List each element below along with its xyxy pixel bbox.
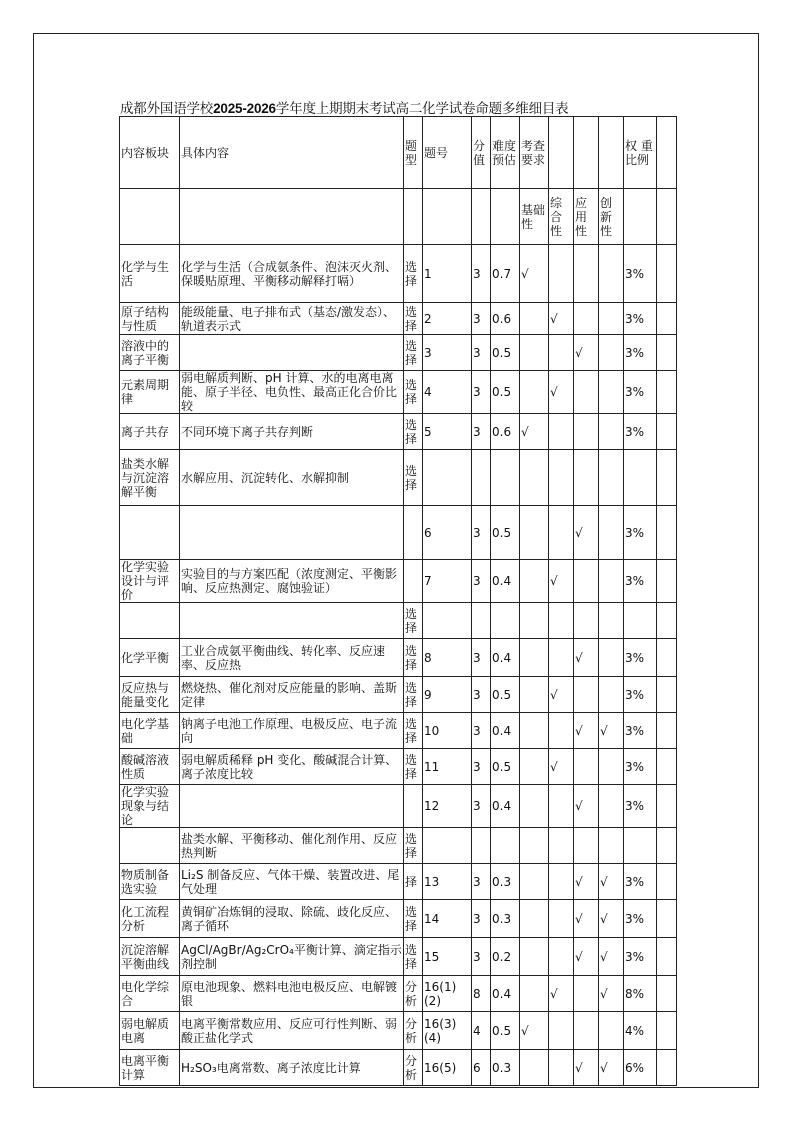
row-innovative-check [599, 1012, 624, 1050]
row-number: 10 [423, 713, 472, 749]
row-comprehensive-check [549, 713, 574, 749]
table-row [120, 371, 677, 414]
row-extra [657, 677, 677, 713]
row-type: 分析 [404, 976, 423, 1012]
row-number: 3 [423, 335, 472, 371]
table-row [120, 938, 677, 976]
row-difficulty: 0.6 [491, 414, 520, 450]
row-number: 9 [423, 677, 472, 713]
row-score [472, 603, 491, 639]
row-score: 3 [472, 785, 491, 828]
row-difficulty: 0.4 [491, 976, 520, 1012]
row-weight: 3% [624, 414, 657, 450]
row-extra [657, 303, 677, 335]
row-difficulty: 0.4 [491, 713, 520, 749]
row-innovative-check: √ [599, 900, 624, 938]
row-block: 弱电解质电离 [120, 1012, 180, 1050]
row-comprehensive-check [549, 450, 574, 506]
row-difficulty: 0.6 [491, 303, 520, 335]
row-extra [657, 713, 677, 749]
row-extra [657, 976, 677, 1012]
row-applied-check: √ [574, 1050, 599, 1086]
row-extra [657, 450, 677, 506]
row-difficulty: 0.5 [491, 1012, 520, 1050]
row-basic-check [520, 828, 549, 864]
row-block: 化学与生活 [120, 245, 180, 303]
table-row [120, 1050, 677, 1086]
row-applied-check [574, 414, 599, 450]
row-content [180, 506, 404, 560]
row-applied-check [574, 371, 599, 414]
row-extra [657, 864, 677, 900]
row-comprehensive-check [549, 335, 574, 371]
row-innovative-check [599, 303, 624, 335]
header-difficulty: 难度预估 [491, 117, 520, 189]
row-basic-check [520, 639, 549, 677]
header-number: 题号 [423, 117, 472, 189]
row-score [472, 828, 491, 864]
row-innovative-check [599, 603, 624, 639]
row-score [472, 450, 491, 506]
row-number [423, 450, 472, 506]
row-score: 6 [472, 1050, 491, 1086]
table-row [120, 603, 677, 639]
row-weight [624, 603, 657, 639]
row-difficulty: 0.2 [491, 938, 520, 976]
row-comprehensive-check: √ [549, 677, 574, 713]
row-basic-check [520, 1050, 549, 1086]
row-type: 选择 [404, 900, 423, 938]
row-basic-check [520, 303, 549, 335]
row-comprehensive-check [549, 828, 574, 864]
table-row [120, 864, 677, 900]
row-comprehensive-check [549, 603, 574, 639]
row-type: 选择 [404, 371, 423, 414]
row-innovative-check [599, 245, 624, 303]
row-weight: 3% [624, 371, 657, 414]
row-comprehensive-check [549, 506, 574, 560]
row-comprehensive-check [549, 1012, 574, 1050]
row-weight: 3% [624, 713, 657, 749]
row-number [423, 603, 472, 639]
row-number: 4 [423, 371, 472, 414]
row-number: 1 [423, 245, 472, 303]
row-number: 6 [423, 506, 472, 560]
row-weight [624, 450, 657, 506]
row-difficulty: 0.4 [491, 785, 520, 828]
row-basic-check [520, 785, 549, 828]
row-weight: 3% [624, 900, 657, 938]
table-row [120, 335, 677, 371]
row-content [180, 335, 404, 371]
table-row [120, 976, 677, 1012]
row-extra [657, 506, 677, 560]
specification-table [119, 116, 677, 1086]
row-block: 溶液中的离子平衡 [120, 335, 180, 371]
row-applied-check [574, 245, 599, 303]
row-score: 3 [472, 506, 491, 560]
row-applied-check: √ [574, 639, 599, 677]
row-basic-check [520, 864, 549, 900]
row-basic-check [520, 976, 549, 1012]
row-content: 钠离子电池工作原理、电极反应、电子流向 [180, 713, 404, 749]
row-block [120, 603, 180, 639]
row-extra [657, 749, 677, 785]
row-extra [657, 639, 677, 677]
row-content: 盐类水解、平衡移动、催化剂作用、反应热判断 [180, 828, 404, 864]
table-row [120, 749, 677, 785]
row-difficulty: 0.3 [491, 864, 520, 900]
row-score: 3 [472, 245, 491, 303]
row-comprehensive-check [549, 414, 574, 450]
row-difficulty: 0.5 [491, 506, 520, 560]
row-type: 选择 [404, 938, 423, 976]
row-basic-check [520, 450, 549, 506]
row-weight: 3% [624, 560, 657, 603]
row-basic-check [520, 938, 549, 976]
table-row [120, 785, 677, 828]
row-type: 选择 [404, 245, 423, 303]
row-content: 燃烧热、催化剂对反应能量的影响、盖斯定律 [180, 677, 404, 713]
row-score: 3 [472, 864, 491, 900]
row-score: 3 [472, 414, 491, 450]
row-type [404, 785, 423, 828]
row-content: 弱电解质判断、pH 计算、水的电离电离能、原子半径、电负性、最高正化合价比较 [180, 371, 404, 414]
row-type: 选择 [404, 677, 423, 713]
row-comprehensive-check: √ [549, 976, 574, 1012]
row-block [120, 828, 180, 864]
row-applied-check [574, 450, 599, 506]
row-applied-check: √ [574, 713, 599, 749]
header-content: 具体内容 [180, 117, 404, 189]
row-innovative-check [599, 677, 624, 713]
row-difficulty: 0.4 [491, 560, 520, 603]
row-weight: 3% [624, 245, 657, 303]
row-innovative-check [599, 450, 624, 506]
row-weight [624, 828, 657, 864]
row-content: 电离平衡常数应用、反应可行性判断、弱酸正盐化学式 [180, 1012, 404, 1050]
row-score: 3 [472, 749, 491, 785]
row-score: 3 [472, 335, 491, 371]
row-innovative-check [599, 785, 624, 828]
row-difficulty: 0.5 [491, 335, 520, 371]
row-comprehensive-check [549, 1050, 574, 1086]
row-number: 5 [423, 414, 472, 450]
row-number: 14 [423, 900, 472, 938]
row-difficulty: 0.5 [491, 749, 520, 785]
row-extra [657, 603, 677, 639]
row-score: 3 [472, 900, 491, 938]
row-applied-check [574, 828, 599, 864]
row-content: 化学与生活（合成氨条件、泡沫灭火剂、保暖贴原理、平衡移动解释打嗝） [180, 245, 404, 303]
row-basic-check [520, 677, 549, 713]
row-content: 不同环境下离子共存判断 [180, 414, 404, 450]
row-comprehensive-check [549, 864, 574, 900]
row-type: 择 [404, 864, 423, 900]
row-type: 选择 [404, 303, 423, 335]
row-difficulty [491, 450, 520, 506]
row-number [423, 828, 472, 864]
row-innovative-check [599, 639, 624, 677]
row-block: 离子共存 [120, 414, 180, 450]
row-weight: 3% [624, 506, 657, 560]
row-difficulty [491, 603, 520, 639]
row-block [120, 506, 180, 560]
row-extra [657, 785, 677, 828]
row-difficulty: 0.4 [491, 639, 520, 677]
row-number: 15 [423, 938, 472, 976]
row-basic-check: √ [520, 414, 549, 450]
row-block: 物质制备选实验 [120, 864, 180, 900]
row-content: 能级能量、电子排布式（基态/激发态）、轨道表示式 [180, 303, 404, 335]
row-score: 3 [472, 303, 491, 335]
row-applied-check: √ [574, 506, 599, 560]
row-weight: 3% [624, 335, 657, 371]
header-innovative: 创新性 [599, 189, 624, 245]
header-requirement: 考查要求 [520, 117, 549, 189]
row-comprehensive-check: √ [549, 371, 574, 414]
row-comprehensive-check [549, 938, 574, 976]
row-innovative-check: √ [599, 713, 624, 749]
row-innovative-check [599, 560, 624, 603]
row-type: 选择 [404, 828, 423, 864]
row-type: 选择 [404, 713, 423, 749]
row-innovative-check [599, 506, 624, 560]
row-basic-check [520, 506, 549, 560]
row-basic-check [520, 371, 549, 414]
table-row [120, 639, 677, 677]
row-applied-check [574, 603, 599, 639]
row-content: H₂SO₃电离常数、离子浓度比计算 [180, 1050, 404, 1086]
row-applied-check [574, 1012, 599, 1050]
row-weight: 3% [624, 677, 657, 713]
row-number: 7 [423, 560, 472, 603]
row-basic-check [520, 900, 549, 938]
row-content: 水解应用、沉淀转化、水解抑制 [180, 450, 404, 506]
header-basic: 基础性 [520, 189, 549, 245]
row-score: 3 [472, 560, 491, 603]
table-row [120, 677, 677, 713]
row-innovative-check: √ [599, 976, 624, 1012]
row-extra [657, 1012, 677, 1050]
table-row [120, 450, 677, 506]
row-extra [657, 414, 677, 450]
table-row [120, 560, 677, 603]
row-applied-check: √ [574, 864, 599, 900]
table-row [120, 414, 677, 450]
row-extra [657, 900, 677, 938]
row-comprehensive-check: √ [549, 749, 574, 785]
row-comprehensive-check [549, 245, 574, 303]
row-applied-check [574, 677, 599, 713]
row-type: 选择 [404, 450, 423, 506]
row-basic-check: √ [520, 1012, 549, 1050]
row-block: 化学实验现象与结论 [120, 785, 180, 828]
row-type: 选择 [404, 414, 423, 450]
row-weight: 3% [624, 864, 657, 900]
row-extra [657, 828, 677, 864]
row-block: 电化学综合 [120, 976, 180, 1012]
row-block: 盐类水解与沉淀溶解平衡 [120, 450, 180, 506]
table-row [120, 1012, 677, 1050]
row-innovative-check [599, 828, 624, 864]
row-extra [657, 560, 677, 603]
table-row [120, 713, 677, 749]
row-block: 电离平衡计算 [120, 1050, 180, 1086]
row-basic-check [520, 749, 549, 785]
row-extra [657, 245, 677, 303]
page-title: 成都外国语学校2025-2026学年度上期期末考试高二化学试卷命题多维细目表 [120, 101, 569, 117]
row-basic-check [520, 560, 549, 603]
row-weight: 3% [624, 303, 657, 335]
row-comprehensive-check: √ [549, 303, 574, 335]
row-type: 选择 [404, 335, 423, 371]
row-weight: 3% [624, 785, 657, 828]
row-difficulty: 0.5 [491, 371, 520, 414]
row-basic-check: √ [520, 245, 549, 303]
row-difficulty: 0.7 [491, 245, 520, 303]
row-content: 原电池现象、燃料电池电极反应、电解镀银 [180, 976, 404, 1012]
row-block: 化学平衡 [120, 639, 180, 677]
row-comprehensive-check: √ [549, 560, 574, 603]
row-block: 原子结构与性质 [120, 303, 180, 335]
row-number: 11 [423, 749, 472, 785]
row-type [404, 506, 423, 560]
row-comprehensive-check [549, 900, 574, 938]
row-innovative-check [599, 371, 624, 414]
row-weight: 3% [624, 938, 657, 976]
row-type [404, 560, 423, 603]
row-applied-check: √ [574, 900, 599, 938]
table-row [120, 245, 677, 303]
row-comprehensive-check [549, 639, 574, 677]
row-block: 化学实验设计与评价 [120, 560, 180, 603]
header-type: 题型 [404, 117, 423, 189]
header-weight: 权 重比例 [624, 117, 657, 189]
row-number: 16(5) [423, 1050, 472, 1086]
row-basic-check [520, 335, 549, 371]
row-number: 16(1)(2) [423, 976, 472, 1012]
row-applied-check [574, 560, 599, 603]
row-number: 12 [423, 785, 472, 828]
row-block: 沉淀溶解平衡曲线 [120, 938, 180, 976]
row-block: 酸碱溶液性质 [120, 749, 180, 785]
row-content [180, 603, 404, 639]
row-applied-check [574, 976, 599, 1012]
row-block: 反应热与能量变化 [120, 677, 180, 713]
header-comprehensive: 综合性 [549, 189, 574, 245]
row-type: 选择 [404, 749, 423, 785]
row-content: 工业合成氨平衡曲线、转化率、反应速率、反应热 [180, 639, 404, 677]
row-number: 16(3)(4) [423, 1012, 472, 1050]
row-content: AgCl/AgBr/Ag₂CrO₄平衡计算、滴定指示剂控制 [180, 938, 404, 976]
header-row [120, 117, 677, 189]
subheader-row [120, 189, 677, 245]
row-applied-check: √ [574, 938, 599, 976]
row-innovative-check [599, 335, 624, 371]
row-innovative-check [599, 414, 624, 450]
row-difficulty: 0.5 [491, 677, 520, 713]
row-weight: 6% [624, 1050, 657, 1086]
row-extra [657, 1050, 677, 1086]
row-applied-check: √ [574, 335, 599, 371]
row-type: 选择 [404, 603, 423, 639]
row-applied-check [574, 303, 599, 335]
row-content: 弱电解质稀释 pH 变化、酸碱混合计算、离子浓度比较 [180, 749, 404, 785]
table-row [120, 900, 677, 938]
table-row [120, 828, 677, 864]
row-score: 3 [472, 371, 491, 414]
row-number: 2 [423, 303, 472, 335]
row-weight: 4% [624, 1012, 657, 1050]
row-type: 分析 [404, 1050, 423, 1086]
row-basic-check [520, 603, 549, 639]
row-innovative-check: √ [599, 938, 624, 976]
row-type: 分析 [404, 1012, 423, 1050]
row-score: 3 [472, 639, 491, 677]
row-score: 3 [472, 677, 491, 713]
row-innovative-check [599, 749, 624, 785]
row-block: 化工流程分析 [120, 900, 180, 938]
row-applied-check [574, 749, 599, 785]
row-extra [657, 335, 677, 371]
row-comprehensive-check [549, 785, 574, 828]
row-content: 黄铜矿冶炼铜的浸取、除硫、歧化反应、离子循环 [180, 900, 404, 938]
row-score: 4 [472, 1012, 491, 1050]
row-difficulty: 0.3 [491, 900, 520, 938]
header-block: 内容板块 [120, 117, 180, 189]
row-content: 实验目的与方案匹配（浓度测定、平衡影响、反应热测定、腐蚀验证） [180, 560, 404, 603]
table-row [120, 303, 677, 335]
row-type: 选择 [404, 639, 423, 677]
row-innovative-check: √ [599, 864, 624, 900]
header-applied: 应用性 [574, 189, 599, 245]
row-basic-check [520, 713, 549, 749]
row-difficulty: 0.3 [491, 1050, 520, 1086]
row-score: 8 [472, 976, 491, 1012]
row-applied-check: √ [574, 785, 599, 828]
row-weight: 8% [624, 976, 657, 1012]
row-difficulty [491, 828, 520, 864]
header-score: 分值 [472, 117, 491, 189]
row-block: 元素周期律 [120, 371, 180, 414]
row-weight: 3% [624, 749, 657, 785]
table-row [120, 506, 677, 560]
row-content [180, 785, 404, 828]
row-weight: 3% [624, 639, 657, 677]
row-block: 电化学基础 [120, 713, 180, 749]
row-score: 3 [472, 713, 491, 749]
row-score: 3 [472, 938, 491, 976]
row-innovative-check: √ [599, 1050, 624, 1086]
row-content: Li₂S 制备反应、气体干燥、装置改进、尾气处理 [180, 864, 404, 900]
row-extra [657, 938, 677, 976]
row-number: 13 [423, 864, 472, 900]
row-number: 8 [423, 639, 472, 677]
row-extra [657, 371, 677, 414]
